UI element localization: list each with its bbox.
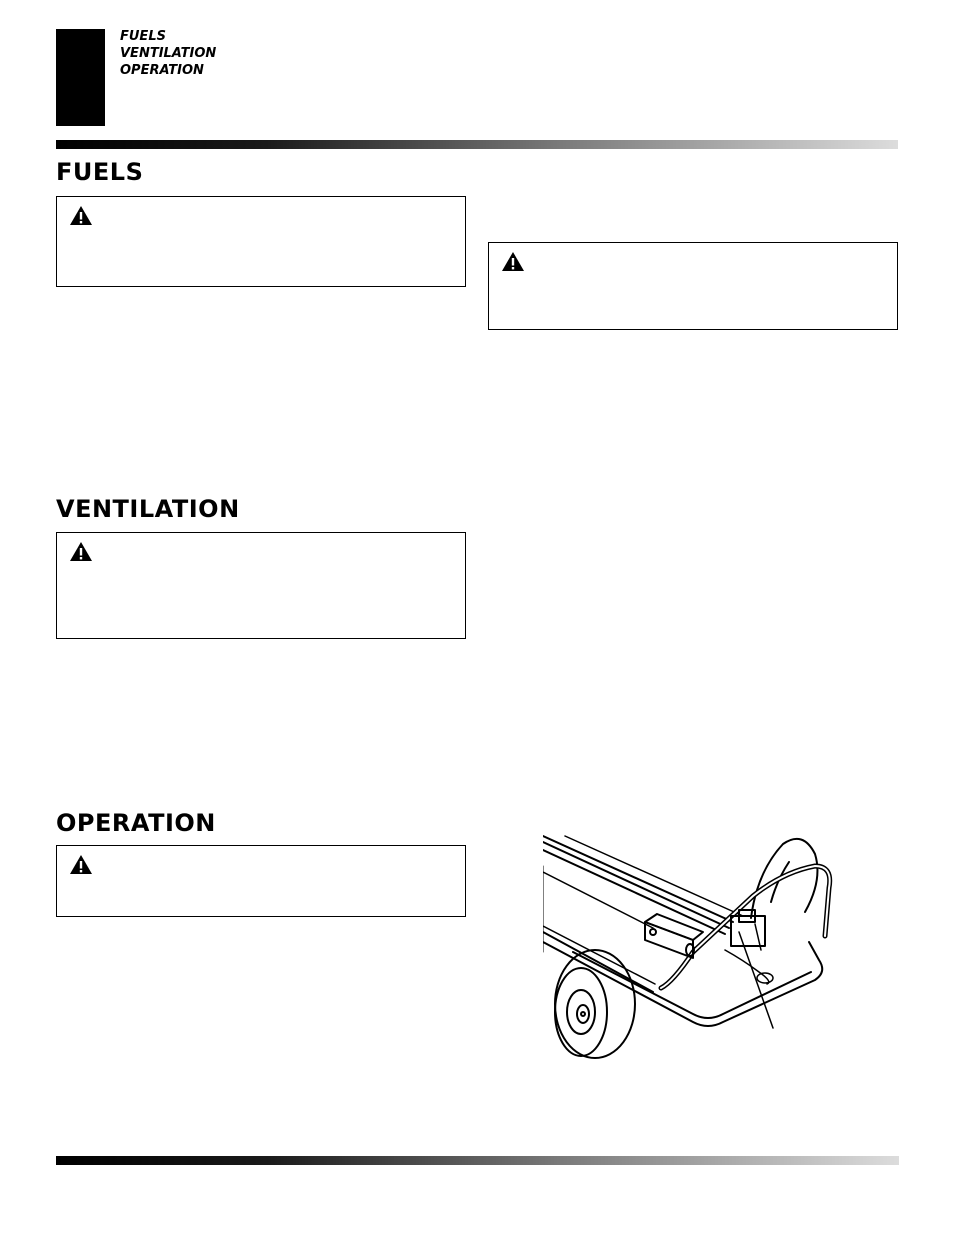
heater-illustration — [543, 832, 833, 1064]
header-topics — [120, 28, 216, 79]
fuels-second-warning-box — [488, 242, 898, 330]
ventilation-warning-box — [56, 532, 466, 639]
handle-bar — [661, 866, 830, 988]
top-gradient-rule — [56, 140, 898, 149]
warning-triangle-icon — [69, 205, 93, 226]
heater-body — [543, 836, 822, 1026]
fuels-heading: FUELS — [56, 158, 144, 186]
header-topic-ventilation: VENTILATION — [120, 46, 217, 61]
ventilation-heading: VENTILATION — [56, 495, 240, 523]
operation-heading: OPERATION — [56, 809, 216, 837]
header-topic-fuels: FUELS — [120, 29, 166, 44]
warning-triangle-icon — [69, 854, 93, 875]
operation-warning-box — [56, 845, 466, 917]
warning-triangle-icon — [501, 251, 525, 272]
fuels-warning-box — [56, 196, 466, 287]
header-topic-operation: OPERATION — [120, 63, 204, 78]
wheel — [555, 950, 635, 1058]
bottom-gradient-rule — [56, 1156, 899, 1165]
warning-triangle-icon — [69, 541, 93, 562]
chapter-tab — [56, 29, 105, 126]
